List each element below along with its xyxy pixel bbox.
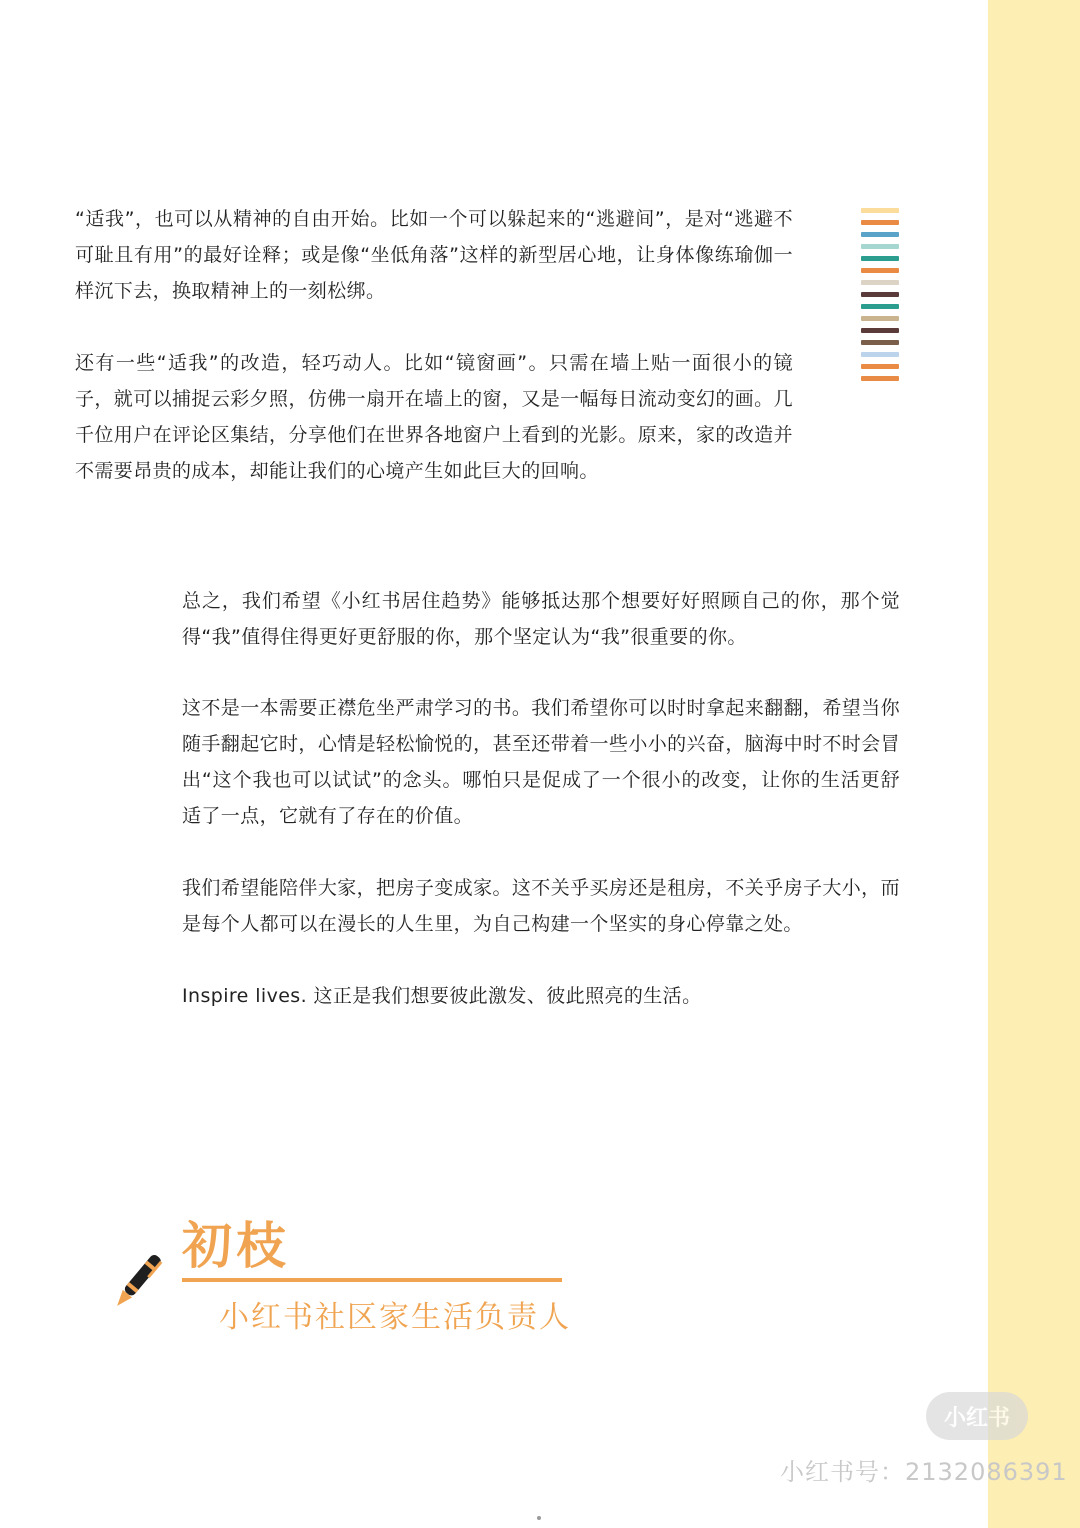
color-stripe bbox=[861, 292, 899, 297]
color-stripe bbox=[861, 232, 899, 237]
color-stripe bbox=[861, 280, 899, 285]
color-stripe-legend bbox=[861, 208, 899, 388]
signature-name: 初枝 bbox=[182, 1216, 290, 1275]
body-paragraph-6: Inspire lives. 这正是我们想要彼此激发、彼此照亮的生活。 bbox=[182, 985, 702, 1007]
color-stripe bbox=[861, 268, 899, 273]
color-stripe bbox=[861, 256, 899, 261]
signature-title: 小红书社区家生活负责人 bbox=[219, 1300, 571, 1335]
pen-icon bbox=[100, 1250, 170, 1316]
body-paragraph-5: 我们希望能陪伴大家，把房子变成家。这不关乎买房还是租房，不关乎房子大小，而是每个人都可以在漫长的人生里，为自己构建一个坚实的身心停靠之处。 bbox=[182, 877, 900, 935]
color-stripe bbox=[861, 352, 899, 357]
body-paragraph-1: “适我”，也可以从精神的自由开始。比如一个可以躲起来的“逃避间”，是对“逃避不可耻且有用”的最好诠释；或是像“坐低角落”这样的新型居心地，让身体像练瑜伽一样沉下去，换取精神上的一刻松绑。 bbox=[75, 208, 793, 302]
watermark-logo: 小红书 bbox=[926, 1392, 1028, 1440]
color-stripe bbox=[861, 316, 899, 321]
page-dot bbox=[537, 1516, 541, 1520]
side-color-band bbox=[988, 0, 1080, 1528]
color-stripe bbox=[861, 364, 899, 369]
body-paragraph-2: 还有一些“适我”的改造，轻巧动人。比如“镜窗画”。只需在墙上贴一面很小的镜子，就可以捕捉云彩夕照，仿佛一扇开在墙上的窗，又是一幅每日流动变幻的画。几千位用户在评论区集结，分享他们在世界各地窗户上看到的光影。原来，家的改造并不需要昂贵的成本，却能让我们的心境产生如此巨大的回响。 bbox=[75, 352, 793, 482]
color-stripe bbox=[861, 220, 899, 225]
color-stripe bbox=[861, 328, 899, 333]
color-stripe bbox=[861, 244, 899, 249]
color-stripe bbox=[861, 340, 899, 345]
signature-divider bbox=[182, 1278, 562, 1282]
watermark-id: 小红书号：2132086391 bbox=[780, 1458, 1068, 1486]
body-paragraph-3: 总之，我们希望《小红书居住趋势》能够抵达那个想要好好照顾自己的你，那个觉得“我”值得住得更好更舒服的你，那个坚定认为“我”很重要的你。 bbox=[182, 590, 900, 648]
color-stripe bbox=[861, 208, 899, 213]
body-paragraph-4: 这不是一本需要正襟危坐严肃学习的书。我们希望你可以时时拿起来翻翻，希望当你随手翻起它时，心情是轻松愉悦的，甚至还带着一些小小的兴奋，脑海中时不时会冒出“这个我也可以试试”的念头。哪怕只是促成了一个很小的改变，让你的生活更舒适了一点，它就有了存在的价值。 bbox=[182, 697, 900, 827]
color-stripe bbox=[861, 304, 899, 309]
color-stripe bbox=[861, 376, 899, 381]
